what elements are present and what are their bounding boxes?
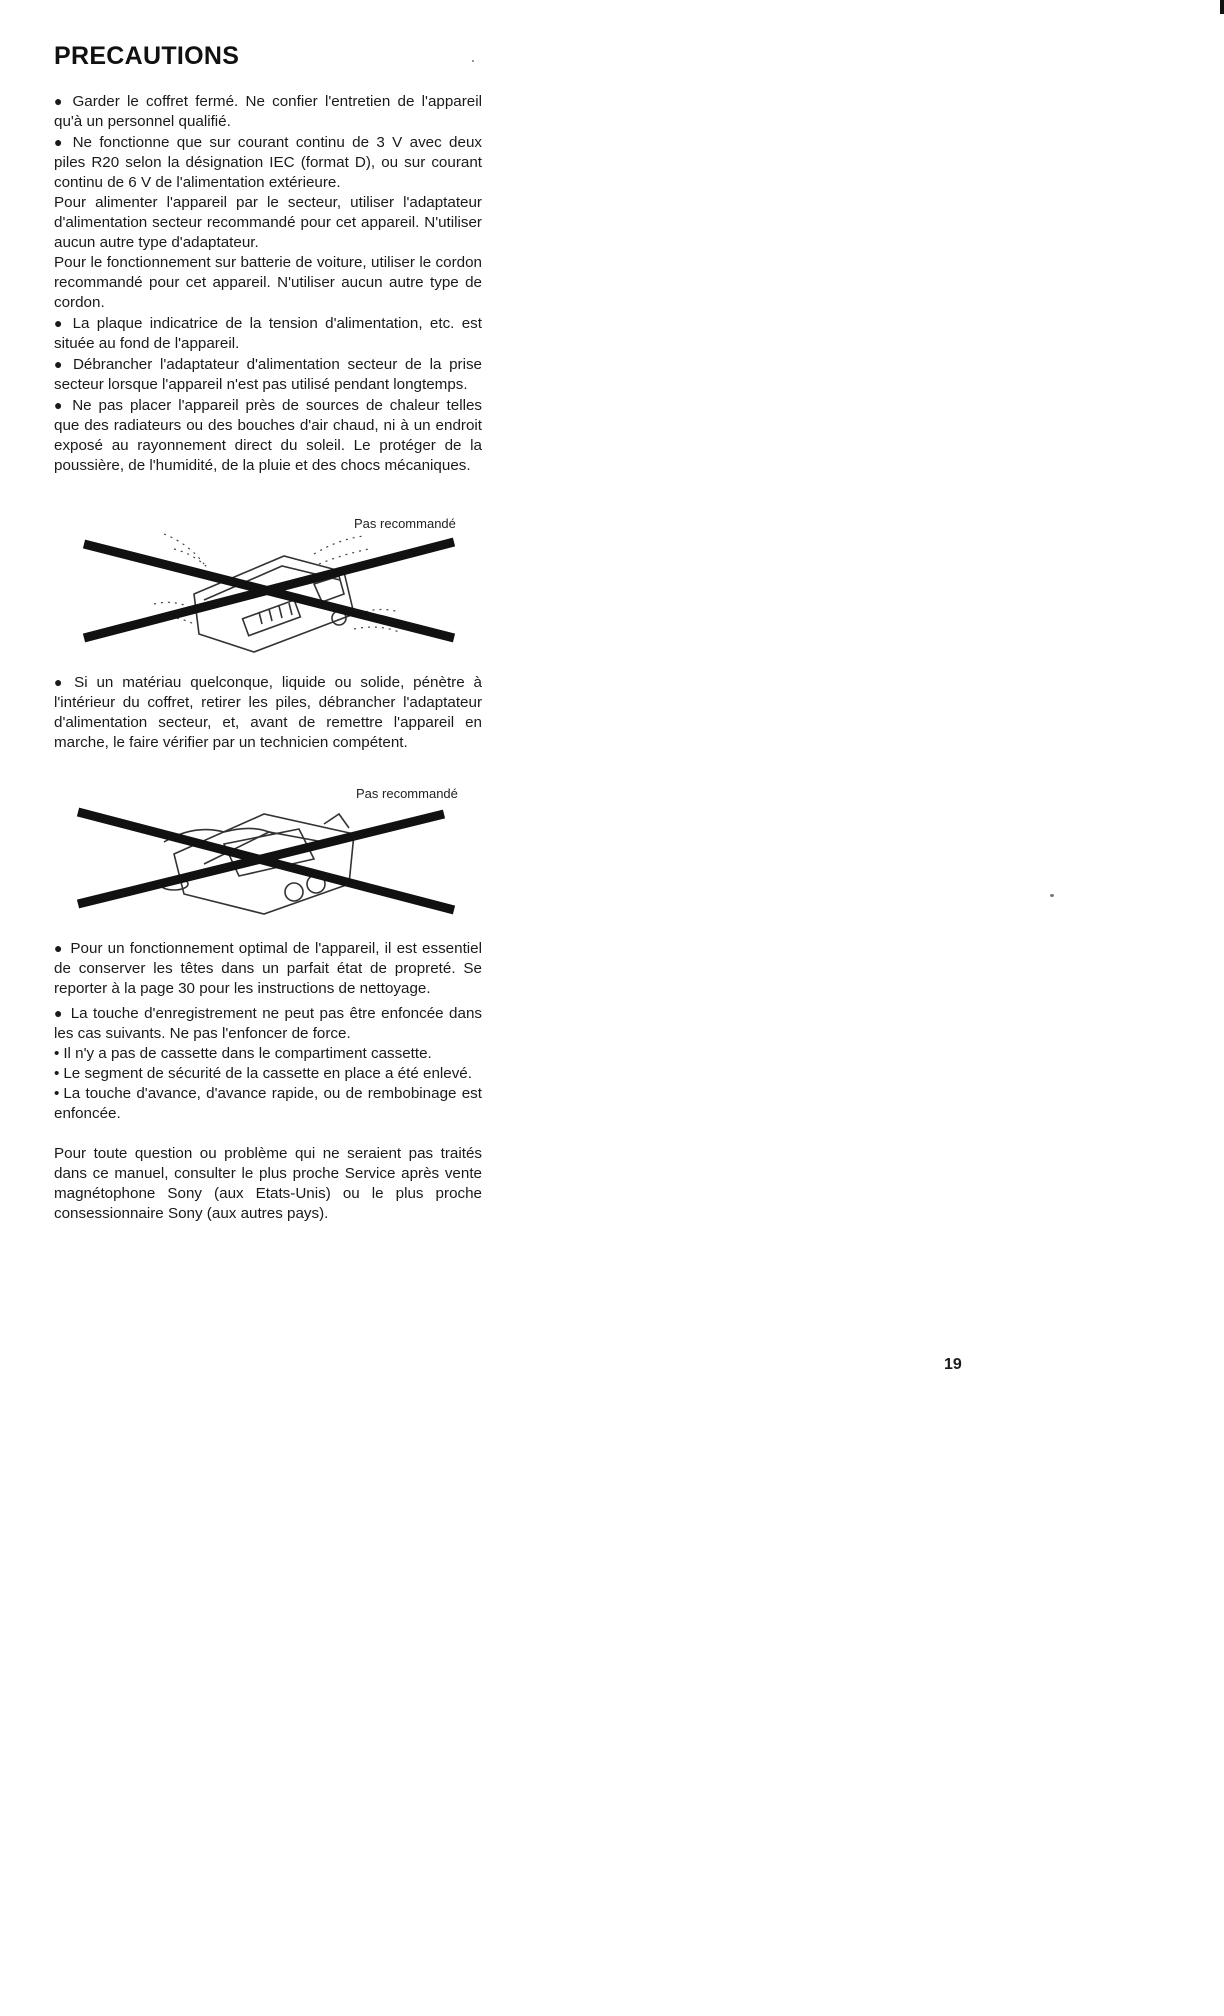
precautions-block-3 bbox=[54, 938, 482, 1224]
paragraph-touche-enregistrement: ● La touche d'enregistrement ne peut pas être enfoncée dans les cas suivants. Ne pas l'enfoncer de force. bbox=[54, 1003, 482, 1044]
page-edge-mark bbox=[1220, 0, 1224, 14]
paragraph-adaptateur: Pour alimenter l'appareil par le secteur, utiliser l'adaptateur d'alimentation secteur recommandé pour cet appareil. N'utiliser aucun autre type d'adaptateur. bbox=[54, 194, 482, 251]
paragraph-plaque: ● La plaque indicatrice de la tension d'alimentation, etc. est située au fond de l'appareil. bbox=[54, 313, 482, 354]
figure-liquid bbox=[54, 784, 484, 924]
paragraph-batterie-voiture: Pour le fonctionnement sur batterie de voiture, utiliser le cordon recommandé pour cet appareil. N'utiliser aucun autre type de cordon. bbox=[54, 254, 482, 311]
paragraph-materiau: ● Si un matériau quelconque, liquide ou solide, pénètre à l'intérieur du coffret, retirer les piles, débrancher l'adaptateur d'alimentation secteur, et, avant de remettre l'appareil en marche, le faire vérifier par un technicien compétent. bbox=[54, 672, 482, 753]
paragraph-service-sony: Pour toute question ou problème qui ne seraient pas traités dans ce manuel, consulter le plus proche Service après vente magnétophone Sony (aux Etats-Unis) ou le plus proche consessionnaire Sony (aux autres pays). bbox=[54, 1145, 482, 1222]
crossed-out-cassette-illustration bbox=[54, 784, 484, 924]
paragraph-tetes: ● Pour un fonctionnement optimal de l'appareil, il est essentiel de conserver les têtes dans un parfait état de propreté. Se reporter à la page 30 pour les instructions de nettoyage. bbox=[54, 938, 482, 999]
scan-speck bbox=[1050, 894, 1054, 897]
paragraph-chaleur: ● Ne pas placer l'appareil près de sources de chaleur telles que des radiateurs ou des bouches d'air chaud, ni à un endroit exposé au rayonnement direct du soleil. Le protéger de la poussière, de l'humidité, de la pluie et des chocs mécaniques. bbox=[54, 395, 482, 476]
paragraph-debrancher: ● Débrancher l'adaptateur d'alimentation secteur de la prise secteur lorsque l'appareil n'est pas utilisé pendant longtemps. bbox=[54, 354, 482, 395]
precautions-block-1 bbox=[54, 91, 482, 476]
figure-caption: Pas recommandé bbox=[356, 786, 458, 801]
list-item-segment-securite: • Le segment de sécurité de la cassette en place a été enlevé. bbox=[54, 1064, 482, 1084]
paragraph-alimentation: ● Ne fonctionne que sur courant continu de 3 V avec deux piles R20 selon la désignation IEC (format D), ou sur courant continu de 6 V de l'alimentation extérieure. bbox=[54, 132, 482, 193]
list-item-pas-de-cassette: • Il n'y a pas de cassette dans le compartiment cassette. bbox=[54, 1044, 482, 1064]
crossed-out-cassette-illustration bbox=[54, 514, 484, 654]
paragraph-coffret: ● Garder le coffret fermé. Ne confier l'entretien de l'appareil qu'à un personnel qualifié. bbox=[54, 91, 482, 132]
list-item-touche-avance: • La touche d'avance, d'avance rapide, ou de rembobinage est enfoncée. bbox=[54, 1084, 482, 1124]
page-number: 19 bbox=[944, 1356, 962, 1373]
precautions-block-2 bbox=[54, 672, 482, 753]
figure-heat-sun bbox=[54, 514, 484, 654]
scan-speck bbox=[472, 60, 474, 62]
page-title: PRECAUTIONS bbox=[54, 42, 240, 70]
figure-caption: Pas recommandé bbox=[354, 516, 456, 531]
